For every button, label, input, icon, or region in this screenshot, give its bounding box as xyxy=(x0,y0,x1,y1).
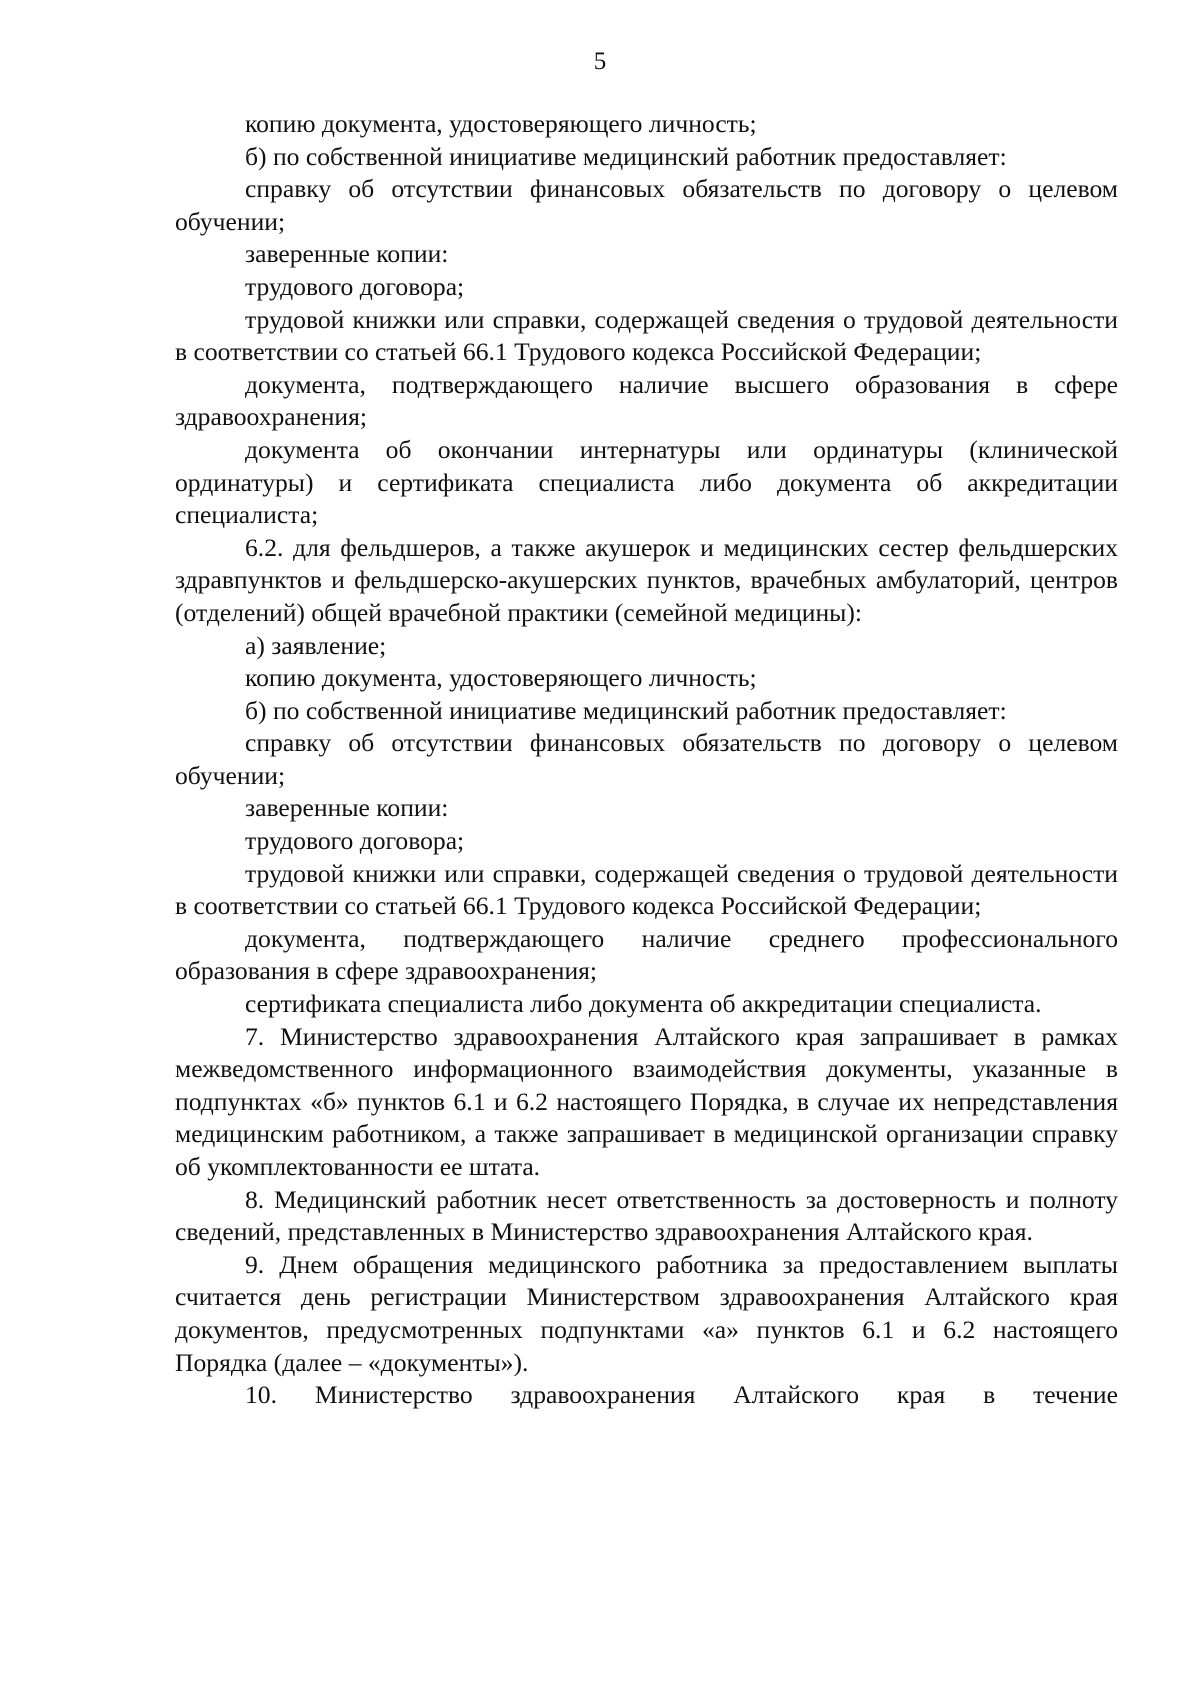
paragraph: документа об окончании интернатуры или ординатуры (клинической ординатуры) и сертификата специалиста либо документа об аккредитации специалиста; xyxy=(175,434,1118,530)
paragraph: справку об отсутствии финансовых обязательств по договору о целевом обучении; xyxy=(175,174,1118,236)
paragraph: копию документа, удостоверяющего личность; xyxy=(245,663,757,693)
paragraph: трудовой книжки или справки, содержащей сведения о трудовой деятельности в соответствии со статьей 66.1 Трудового кодекса Российской Федерации; xyxy=(175,858,1118,921)
paragraph: б) по собственной инициативе медицинский работник предоставляет: xyxy=(245,141,1007,171)
paragraph: копию документа, удостоверяющего личность; xyxy=(245,109,757,138)
paragraph: документа, подтверждающего наличие среднего профессионального образования в сфере здравоохранения; xyxy=(175,923,1118,986)
paragraph: 9. Днем обращения медицинского работника за предоставлением выплаты считается день регистрации Министерством здравоохранения Алтайского края документов, предусмотренных подпунктами «а» пунктов 6.1 и 6.2 настоящего Порядка (далее – «документы»). xyxy=(175,1249,1118,1377)
document-body xyxy=(175,108,1118,1412)
paragraph: б) по собственной инициативе медицинский работник предоставляет: xyxy=(245,695,1007,725)
paragraph: 7. Министерство здравоохранения Алтайского края запрашивает в рамках межведомственного информационного взаимодействия документы, указанные в подпунктах «б» пунктов 6.1 и 6.2 настоящего Порядка, в случае их непредставления медицинским работником, а также запрашивает в медицинской организации справку об укомплектованности ее штата. xyxy=(175,1021,1118,1181)
paragraph: 8. Медицинский работник несет ответственность за достоверность и полноту сведений, представленных в Министерство здравоохранения Алтайского края. xyxy=(175,1184,1118,1247)
paragraph: а) заявление; xyxy=(245,630,387,660)
paragraph: 6.2. для фельдшеров, а также акушерок и медицинских сестер фельдшерских здравпунктов и фельдшерско-акушерских пунктов, врачебных амбулаторий, центров (отделений) общей врачебной практики (семейной медицины): xyxy=(175,532,1118,627)
paragraph: 10. Министерство здравоохранения Алтайского края в течение xyxy=(245,1380,1118,1410)
paragraph: трудового договора; xyxy=(245,826,465,856)
paragraph: документа, подтверждающего наличие высшего образования в сфере здравоохранения; xyxy=(175,369,1118,432)
paragraph: трудового договора; xyxy=(245,271,465,301)
page-number: 5 xyxy=(593,48,607,75)
paragraph: справку об отсутствии финансовых обязательств по договору о целевом обучении; xyxy=(175,728,1118,790)
paragraph: заверенные копии: xyxy=(245,793,449,823)
paragraph: сертификата специалиста либо документа об аккредитации специалиста. xyxy=(245,989,1042,1019)
paragraph: заверенные копии: xyxy=(245,239,449,269)
paragraph: трудовой книжки или справки, содержащей сведения о трудовой деятельности в соответствии со статьей 66.1 Трудового кодекса Российской Федерации; xyxy=(175,304,1118,367)
